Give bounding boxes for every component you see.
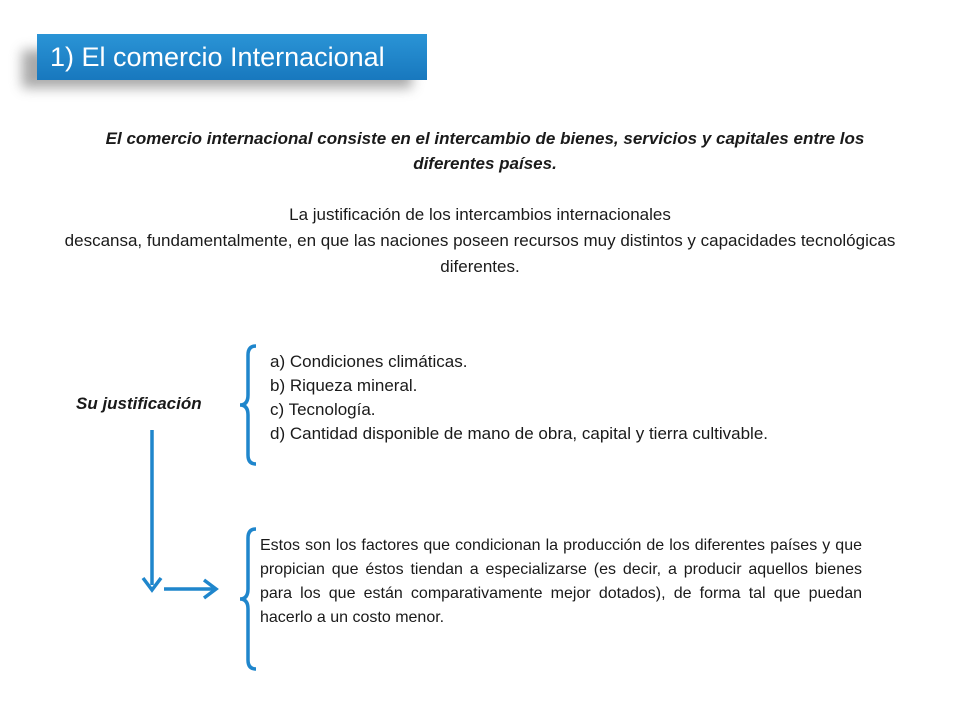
factor-item-b: b) Riqueza mineral. (270, 376, 418, 395)
su-justificacion-label: Su justificación (76, 394, 202, 413)
justification-line-2: descansa, fundamentalmente, en que las naciones poseen recursos muy distintos y capacidades tecnológicas diferentes. (64, 231, 896, 276)
factor-item-a: a) Condiciones climáticas. (270, 352, 468, 371)
conclusion-text: Estos son los factores que condicionan la producción de los diferentes países y que propician que éstos tiendan a especializarse (es decir, a producir aquellos bienes para los que están comparativamente mejor dotados), de forma tal que puedan hacerlo a un costo menor. (260, 537, 862, 626)
factor-item-c: c) Tecnología. (270, 400, 376, 419)
slide-title: 1) El comercio Internacional (37, 34, 427, 80)
justification-line-1: La justificación de los intercambios internacionales (289, 205, 671, 224)
right-arrow-icon (164, 580, 216, 598)
factor-item-d: d) Cantidad disponible de mano de obra, capital y tierra cultivable. (270, 424, 769, 443)
down-arrow-icon (143, 430, 161, 590)
intro-text: El comercio internacional consiste en el intercambio de bienes, servicios y capitales entre los diferentes países. (105, 129, 865, 173)
